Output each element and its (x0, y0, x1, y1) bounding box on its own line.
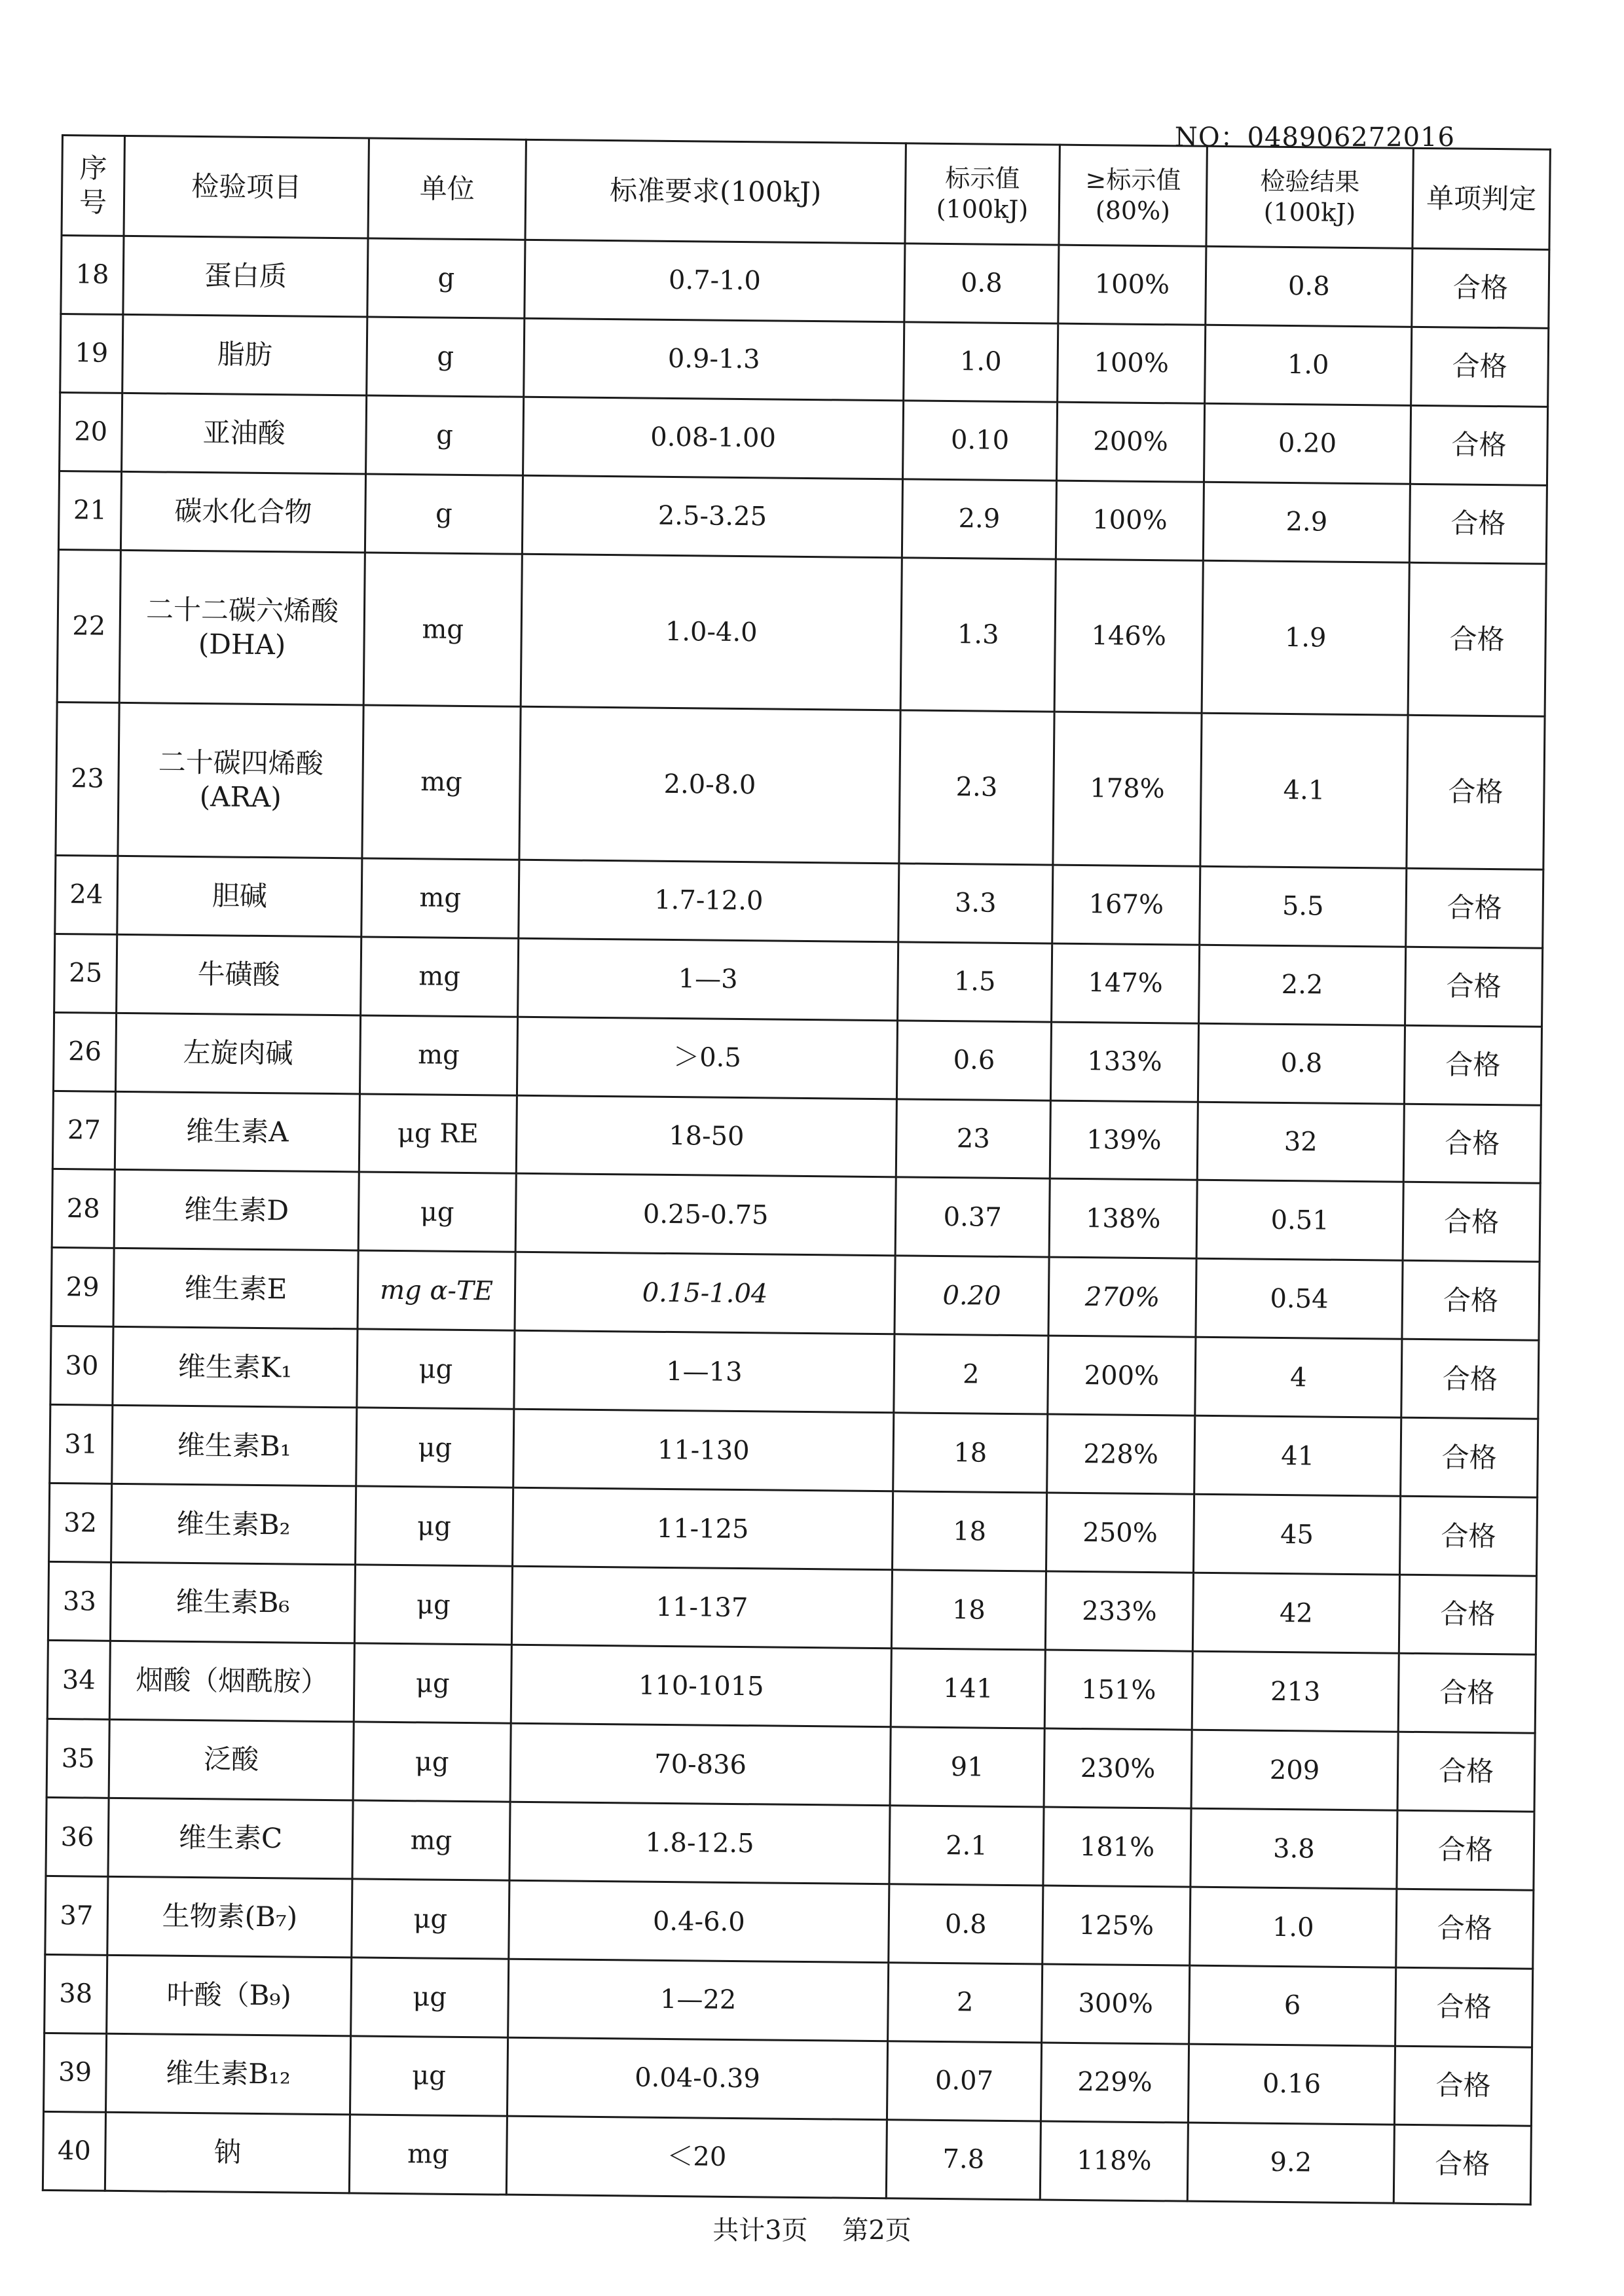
row-number: 33 (48, 1562, 111, 1641)
result-value: 1.0 (1190, 1887, 1397, 1967)
result-value: 1.9 (1202, 560, 1409, 715)
verdict-cell: 合格 (1401, 1418, 1538, 1498)
labeled-value: 0.8 (904, 244, 1059, 323)
standard-cell: 11-125 (513, 1487, 893, 1570)
ratio-cell: 146% (1054, 559, 1203, 714)
report-number: NO：048906272016 (1174, 122, 1455, 153)
ratio-cell: 233% (1045, 1571, 1193, 1651)
labeled-value: 1.3 (900, 558, 1056, 712)
table-row (52, 1169, 1540, 1262)
verdict-cell: 合格 (1399, 1497, 1537, 1576)
verdict-cell: 合格 (1407, 716, 1545, 869)
verdict-cell: 合格 (1393, 2124, 1531, 2204)
ratio-cell: 133% (1050, 1022, 1198, 1102)
unit-cell: mg (361, 858, 519, 938)
table-row (46, 1719, 1535, 1812)
unit-cell: mg (363, 553, 522, 707)
verdict-cell: 合格 (1397, 1810, 1534, 1890)
ratio-cell: 147% (1052, 943, 1200, 1023)
ratio-cell: 229% (1041, 2043, 1189, 2123)
table-row (60, 392, 1548, 485)
labeled-value: 1.5 (898, 941, 1052, 1021)
row-number: 18 (61, 236, 124, 315)
unit-cell: μg (350, 2036, 507, 2116)
header-ratio (1059, 145, 1207, 246)
item-name: 烟酸（烟酰胺） (109, 1641, 354, 1722)
verdict-cell: 合格 (1411, 327, 1549, 407)
table-row (48, 1562, 1536, 1655)
labeled-value: 18 (893, 1413, 1048, 1493)
unit-cell: mg (362, 705, 521, 860)
table-row (46, 1797, 1534, 1890)
unit-cell: g (367, 238, 525, 318)
item-name: 碳水化合物 (120, 471, 365, 553)
table-row (45, 1876, 1534, 1969)
verdict-cell: 合格 (1410, 405, 1547, 485)
header-result-line2: (100kJ) (1263, 197, 1356, 227)
standard-cell: 0.15-1.04 (515, 1252, 895, 1335)
result-value: 45 (1193, 1494, 1400, 1575)
standard-cell: 2.0-8.0 (519, 707, 900, 864)
item-name: 牛磺酸 (117, 934, 361, 1015)
page-footer (0, 2210, 1624, 2247)
item-name: 维生素B₂ (111, 1484, 356, 1565)
row-number: 39 (44, 2033, 107, 2112)
standard-cell: 0.08-1.00 (523, 397, 904, 479)
item-name: 维生素D (114, 1170, 359, 1251)
ratio-cell: 300% (1042, 1964, 1190, 2044)
labeled-value: 18 (893, 1491, 1047, 1571)
result-value: 0.51 (1196, 1180, 1403, 1261)
table-row (58, 471, 1547, 564)
standard-cell: 0.7-1.0 (525, 240, 905, 322)
header-unit: 单位 (368, 138, 526, 240)
item-name: 维生素A (115, 1091, 360, 1173)
result-value: 1.0 (1205, 325, 1412, 405)
result-value: 42 (1192, 1573, 1399, 1653)
row-number: 20 (60, 392, 122, 471)
item-name: 维生素K₁ (113, 1327, 358, 1408)
labeled-value: 1.0 (904, 322, 1058, 402)
labeled-value: 2 (894, 1334, 1048, 1414)
result-value: 209 (1191, 1730, 1398, 1810)
labeled-value: 0.37 (895, 1177, 1050, 1257)
verdict-cell: 合格 (1412, 248, 1549, 328)
ratio-cell: 167% (1052, 865, 1200, 945)
verdict-cell: 合格 (1398, 1653, 1536, 1733)
result-value: 3.8 (1190, 1808, 1397, 1889)
table-row (45, 1954, 1533, 2047)
row-number: 32 (49, 1484, 112, 1563)
standard-cell: 110-1015 (511, 1645, 891, 1727)
row-number: 25 (54, 934, 117, 1013)
unit-cell: μg (354, 1565, 512, 1645)
table-row (53, 1012, 1541, 1105)
row-number: 21 (58, 471, 121, 550)
row-number: 26 (53, 1012, 116, 1091)
ratio-cell: 118% (1040, 2121, 1188, 2201)
standard-cell: ＜20 (506, 2116, 887, 2198)
table-row (44, 2033, 1532, 2126)
unit-cell: mg α-TE (358, 1250, 515, 1330)
table-row (52, 1091, 1541, 1184)
ratio-cell: 178% (1053, 712, 1202, 866)
standard-cell: ＞0.5 (517, 1017, 897, 1099)
unit-cell: μg (354, 1643, 511, 1723)
item-name: 维生素B₆ (110, 1563, 355, 1644)
unit-cell: g (365, 474, 523, 554)
standard-cell: 0.4-6.0 (509, 1880, 889, 1963)
row-number: 23 (56, 702, 119, 856)
header-standard: 标准要求(100kJ) (525, 139, 906, 244)
header-labeled (905, 143, 1060, 245)
labeled-value: 18 (891, 1570, 1046, 1650)
verdict-cell: 合格 (1404, 1025, 1541, 1105)
ratio-cell: 100% (1056, 481, 1204, 560)
unit-cell: g (366, 395, 524, 475)
verdict-cell: 合格 (1408, 562, 1546, 716)
table-body (43, 236, 1549, 2205)
standard-cell: 0.9-1.3 (524, 318, 904, 401)
item-name: 胆碱 (117, 856, 362, 937)
row-number: 19 (60, 314, 123, 393)
labeled-value: 2 (888, 1963, 1043, 2043)
verdict-cell: 合格 (1403, 1182, 1540, 1262)
labeled-value: 0.07 (887, 2041, 1041, 2121)
unit-cell: mg (360, 1015, 517, 1095)
ratio-cell: 125% (1043, 1886, 1190, 1965)
unit-cell: mg (352, 1800, 510, 1880)
row-number: 31 (50, 1405, 113, 1484)
item-name: 二十碳四烯酸(ARA) (118, 703, 363, 858)
table-row (54, 934, 1543, 1027)
result-value: 32 (1197, 1102, 1404, 1182)
item-name: 蛋白质 (123, 236, 368, 317)
unit-cell: μg (357, 1329, 515, 1409)
inspection-table (42, 134, 1551, 2206)
item-name (119, 550, 365, 705)
item-name: 叶酸（B₉) (107, 1955, 352, 2036)
ratio-cell: 100% (1058, 245, 1206, 325)
verdict-cell: 合格 (1402, 1261, 1540, 1341)
verdict-cell: 合格 (1395, 1967, 1533, 2047)
row-number: 22 (57, 549, 120, 702)
table-row (60, 314, 1549, 407)
standard-cell: 11-130 (513, 1410, 894, 1492)
ratio-cell: 138% (1049, 1179, 1197, 1259)
total-pages: 共计3页 (712, 2215, 808, 2246)
row-number: 30 (50, 1326, 113, 1406)
item-name: 维生素E (113, 1248, 358, 1330)
result-value: 9.2 (1187, 2123, 1394, 2203)
standard-cell: 70-836 (510, 1723, 891, 1806)
ratio-cell: 250% (1046, 1493, 1194, 1573)
labeled-value: 0.6 (896, 1020, 1051, 1100)
verdict-cell: 合格 (1399, 1575, 1536, 1654)
ratio-cell: 200% (1048, 1336, 1196, 1415)
item-name: 脂肪 (122, 314, 367, 395)
ratio-cell: 228% (1047, 1414, 1195, 1494)
labeled-value: 2.1 (889, 1806, 1044, 1886)
row-number: 27 (52, 1091, 115, 1170)
result-value: 4.1 (1200, 713, 1408, 867)
row-number: 36 (46, 1797, 109, 1876)
standard-cell: 1—3 (518, 938, 898, 1021)
labeled-value: 0.10 (903, 401, 1058, 481)
row-number: 38 (45, 1954, 107, 2033)
result-value: 5.5 (1200, 866, 1407, 947)
labeled-value: 91 (890, 1727, 1044, 1807)
row-number: 40 (43, 2111, 105, 2191)
standard-cell: 0.25-0.75 (515, 1174, 896, 1256)
unit-cell: mg (361, 937, 519, 1017)
standard-cell: 0.04-0.39 (507, 2037, 887, 2120)
verdict-cell: 合格 (1394, 2046, 1532, 2126)
verdict-cell: 合格 (1405, 947, 1543, 1027)
labeled-value: 2.3 (899, 710, 1054, 865)
table-row (56, 702, 1545, 869)
labeled-value: 2.9 (902, 479, 1056, 559)
standard-cell: 11-137 (511, 1566, 892, 1649)
header-seq: 序号 (62, 136, 124, 236)
verdict-cell: 合格 (1401, 1339, 1539, 1419)
header-ratio-line2: (80%) (1095, 196, 1171, 226)
item-name: 维生素C (108, 1798, 353, 1879)
row-number: 35 (46, 1719, 109, 1798)
standard-cell: 1.0-4.0 (521, 554, 902, 710)
verdict-cell: 合格 (1406, 868, 1543, 948)
unit-cell: μg (356, 1486, 513, 1566)
header-verdict: 单项判定 (1412, 148, 1550, 249)
standard-cell: 1—13 (514, 1331, 895, 1413)
standard-cell: 18-50 (516, 1095, 896, 1178)
unit-cell: μg (353, 1722, 511, 1802)
item-name: 维生素B₁ (112, 1406, 357, 1487)
row-number: 37 (45, 1876, 108, 1955)
header-result (1206, 146, 1413, 248)
ratio-cell: 181% (1043, 1807, 1191, 1887)
item-name: 泛酸 (109, 1719, 354, 1800)
table-row (50, 1326, 1539, 1419)
row-number: 24 (55, 855, 118, 934)
ratio-cell: 151% (1044, 1650, 1192, 1730)
row-number: 34 (47, 1641, 110, 1720)
item-name-line2: (DHA) (198, 628, 286, 661)
table-row (49, 1484, 1538, 1576)
item-name: 亚油酸 (122, 393, 367, 474)
labeled-value: 0.8 (889, 1884, 1043, 1964)
verdict-cell: 合格 (1403, 1104, 1541, 1184)
result-value: 0.8 (1198, 1023, 1405, 1104)
ratio-cell: 270% (1048, 1257, 1196, 1337)
result-value: 6 (1189, 1965, 1396, 2046)
header-labeled-line1: 标示值 (945, 163, 1020, 193)
unit-cell: μg (358, 1172, 516, 1252)
verdict-cell: 合格 (1409, 484, 1547, 564)
current-page: 第2页 (842, 2215, 912, 2246)
header-item: 检验项目 (124, 136, 369, 238)
verdict-cell: 合格 (1397, 1732, 1535, 1812)
table-row (43, 2111, 1531, 2204)
result-value: 2.2 (1199, 945, 1406, 1025)
verdict-cell: 合格 (1396, 1889, 1534, 1969)
unit-cell: mg (349, 2115, 507, 2195)
ratio-cell: 100% (1058, 323, 1206, 403)
row-number: 28 (52, 1169, 115, 1248)
result-value: 2.9 (1203, 482, 1410, 562)
labeled-value: 141 (891, 1649, 1045, 1728)
item-name: 钠 (105, 2112, 350, 2193)
unit-cell: μg (351, 1958, 509, 2037)
table-row (50, 1405, 1538, 1498)
labeled-value: 0.20 (895, 1256, 1049, 1336)
result-value: 41 (1194, 1416, 1401, 1497)
labeled-value: 23 (896, 1099, 1050, 1178)
table-row (55, 855, 1543, 948)
table-header-row (62, 136, 1550, 250)
unit-cell: μg (356, 1408, 514, 1487)
result-value: 213 (1192, 1651, 1399, 1732)
header-ratio-line1: ≥标示值 (1085, 164, 1181, 194)
ratio-cell: 200% (1056, 402, 1204, 482)
unit-cell: g (367, 317, 525, 397)
result-value: 0.16 (1188, 2044, 1395, 2124)
unit-cell: μg (352, 1879, 509, 1959)
header-result-line1: 检验结果 (1260, 166, 1360, 196)
unit-cell: μg RE (359, 1093, 517, 1173)
standard-cell: 1.7-12.0 (519, 860, 899, 942)
result-value: 0.8 (1206, 246, 1412, 327)
labeled-value: 7.8 (886, 2120, 1041, 2200)
ratio-cell: 139% (1050, 1101, 1198, 1180)
standard-cell: 1.8-12.5 (509, 1802, 890, 1884)
result-value: 0.54 (1196, 1259, 1403, 1339)
standard-cell: 2.5-3.25 (522, 475, 902, 558)
item-name: 维生素B₁₂ (106, 2033, 351, 2115)
item-name-line1: 二十二碳六烯酸 (145, 592, 339, 627)
header-labeled-line2: (100kJ) (936, 194, 1029, 225)
result-value: 4 (1195, 1338, 1402, 1418)
standard-cell: 1—22 (508, 1959, 889, 2041)
table-row (61, 236, 1549, 329)
item-name: 生物素(B₇) (107, 1876, 352, 1958)
table-row (57, 549, 1546, 716)
ratio-cell: 230% (1044, 1728, 1192, 1808)
table-row (51, 1248, 1540, 1341)
table-row (47, 1641, 1536, 1734)
result-value: 0.20 (1204, 403, 1411, 484)
labeled-value: 3.3 (898, 863, 1053, 943)
row-number: 29 (51, 1248, 114, 1327)
item-name: 左旋肉碱 (115, 1013, 360, 1094)
